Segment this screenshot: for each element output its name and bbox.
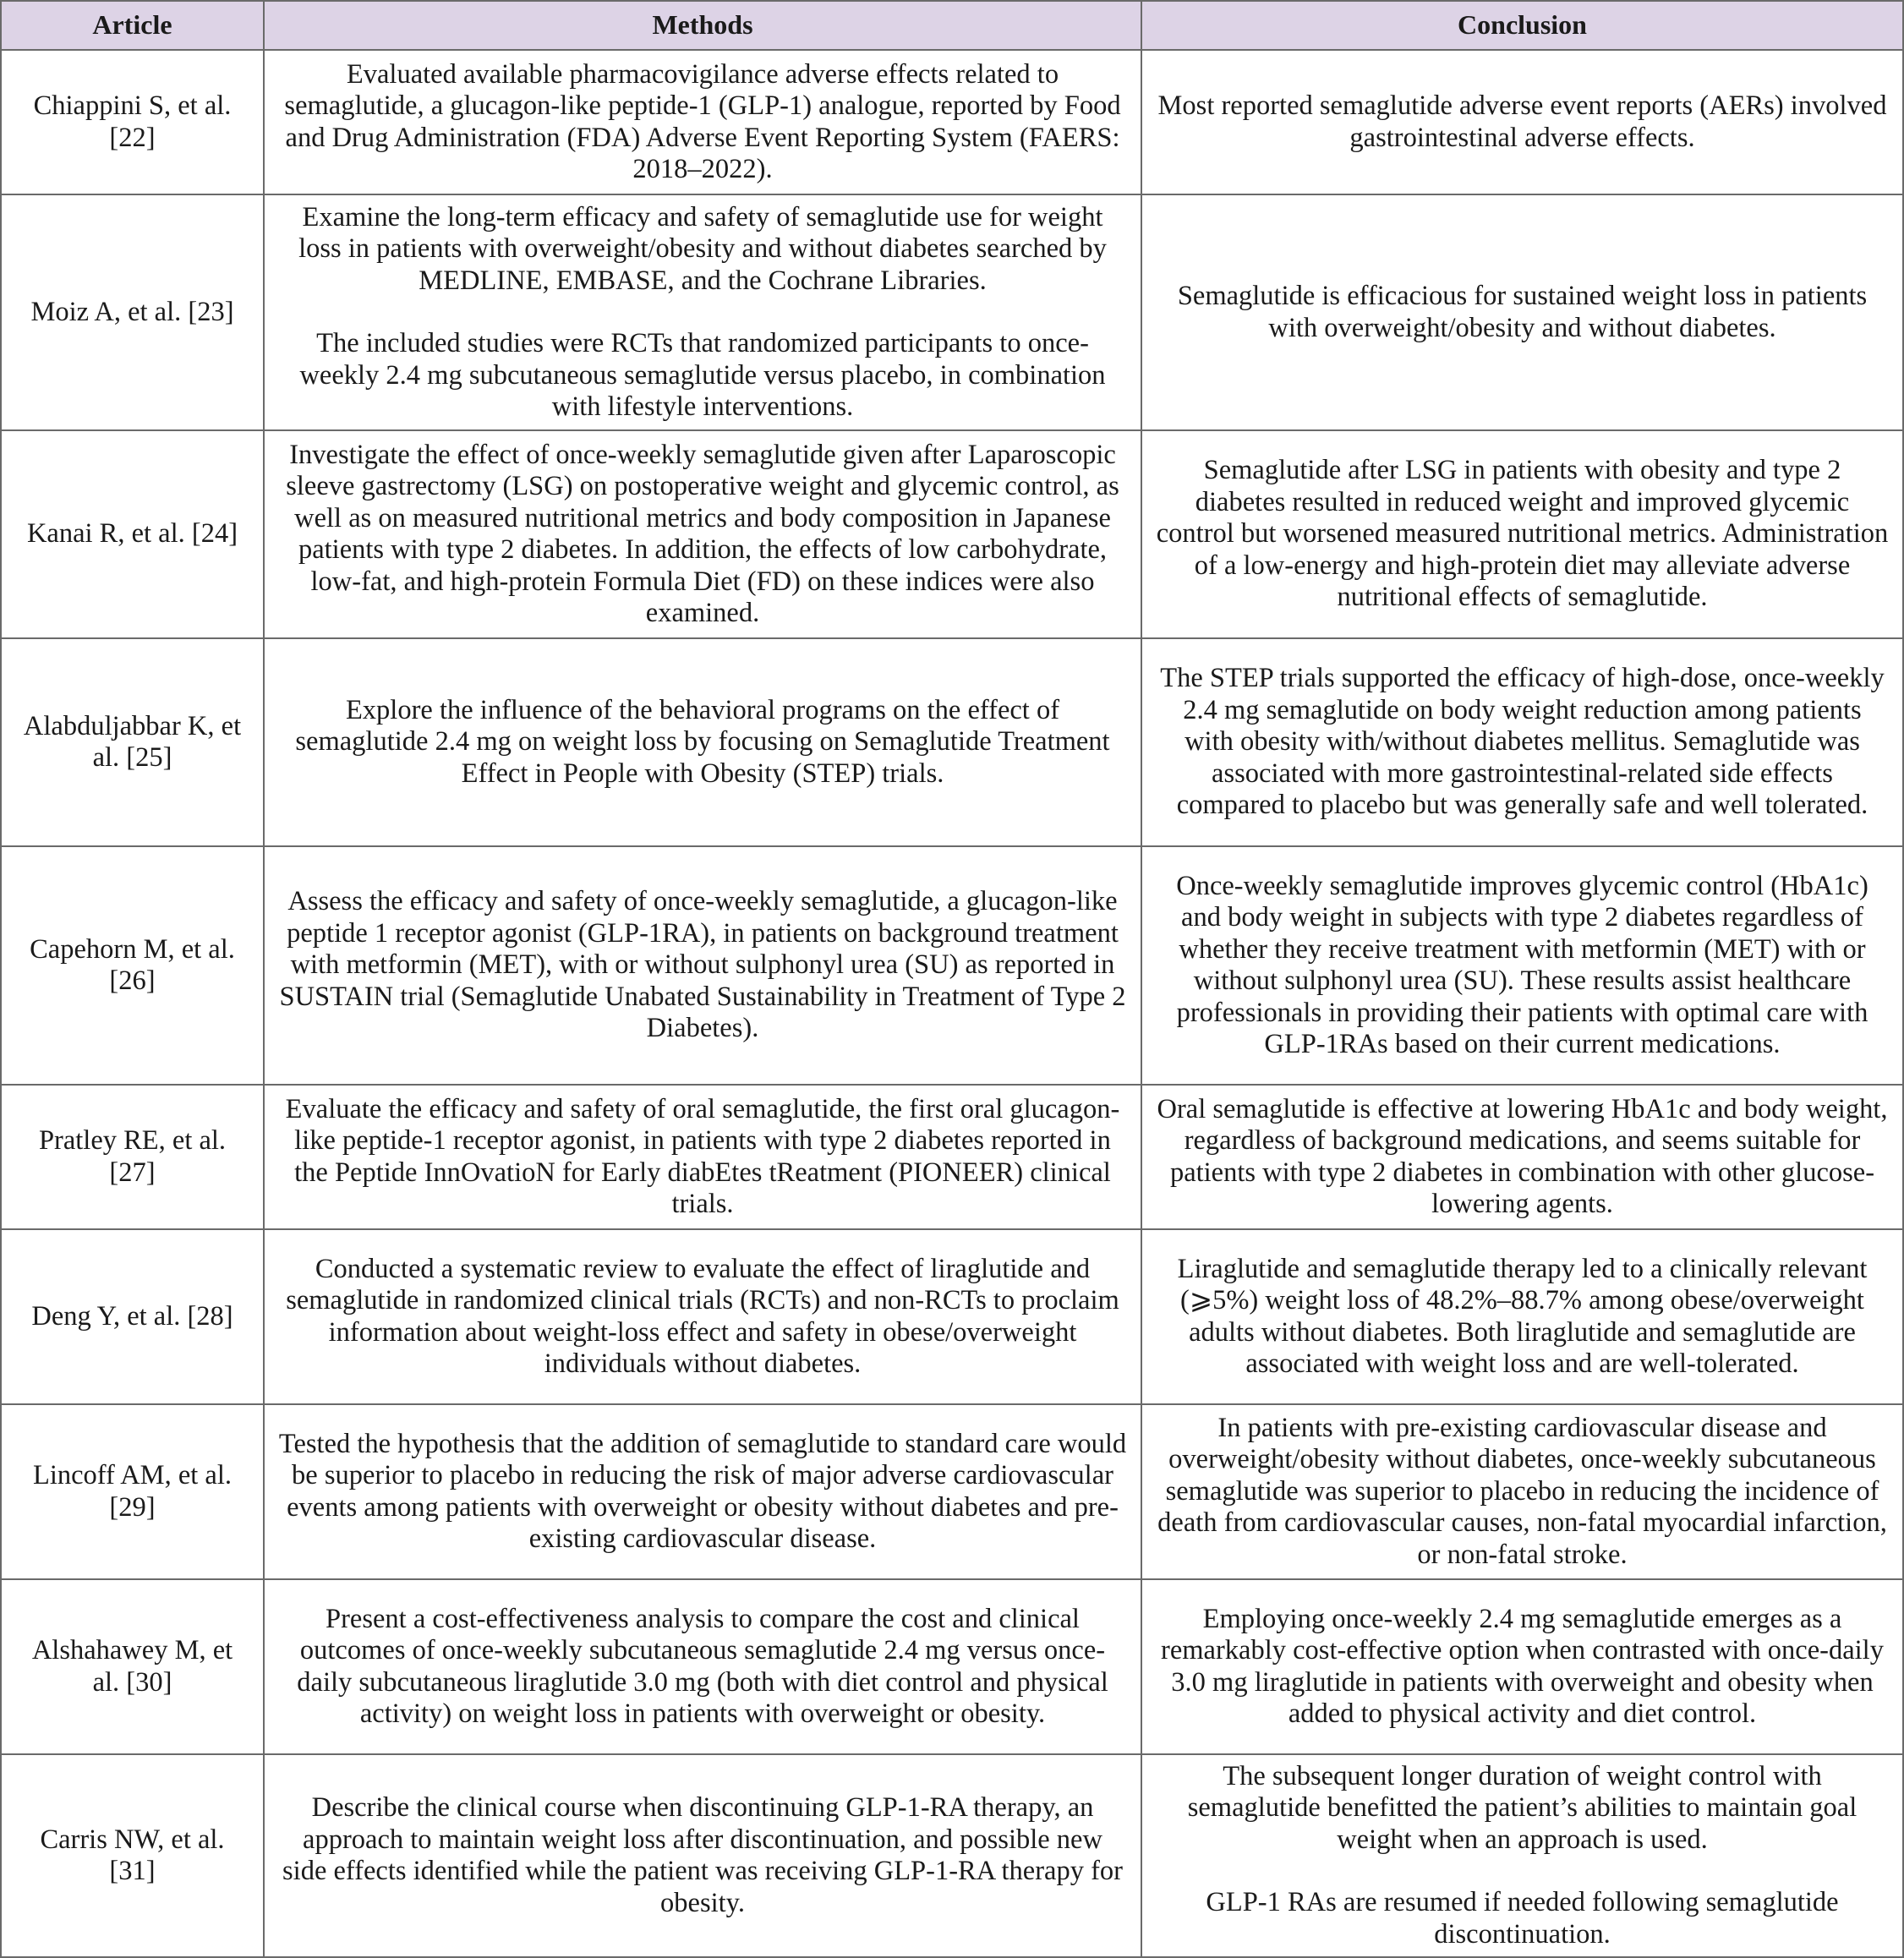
conclusion-paragraph: Liraglutide and semaglutide therapy led to a clinically relevant (⩾5%) weight loss of 48.2%–88.7% among obese/overweight adults without diabetes. Both liraglutide and semaglutide are associated with weight loss and are well-tolerated.	[1177, 1253, 1868, 1379]
table-row	[1, 1754, 1903, 1957]
conclusion-cell	[1141, 1579, 1903, 1754]
table-header	[1, 1, 1903, 50]
methods-paragraph: The included studies were RCTs that randomized participants to once-weekly 2.4 mg subcutaneous semaglutide versus placebo, in combination with lifestyle interventions.	[299, 328, 1106, 422]
conclusion-cell	[1141, 638, 1903, 846]
article-cell: Deng Y, et al. [28]	[1, 1229, 264, 1404]
article-cell: Alshahawey M, et al. [30]	[1, 1579, 264, 1754]
header-conclusion: Conclusion	[1141, 1, 1903, 50]
methods-cell	[264, 194, 1141, 430]
article-cell: Kanai R, et al. [24]	[1, 430, 264, 638]
table-row	[1, 1085, 1903, 1229]
conclusion-cell	[1141, 430, 1903, 638]
methods-cell	[264, 1404, 1141, 1579]
methods-cell	[264, 430, 1141, 638]
article-cell: Carris NW, et al. [31]	[1, 1754, 264, 1957]
conclusion-paragraph: The subsequent longer duration of weight control with semaglutide benefitted the patient’s abilities to maintain goal weight when an approach is used.	[1187, 1760, 1857, 1855]
article-cell: Lincoff AM, et al. [29]	[1, 1404, 264, 1579]
conclusion-paragraph: GLP-1 RAs are resumed if needed following semaglutide discontinuation.	[1206, 1887, 1839, 1950]
article-cell: Chiappini S, et al. [22]	[1, 50, 264, 194]
table-row	[1, 1229, 1903, 1404]
methods-paragraph: Describe the clinical course when discontinuing GLP-1-RA therapy, an approach to maintain weight loss after discontinuation, and possible new side effects identified while the patient was receiving GLP-1-RA therapy for obesity.	[282, 1792, 1123, 1918]
methods-paragraph: Present a cost-effectiveness analysis to compare the cost and clinical outcomes of once-weekly subcutaneous semaglutide 2.4 mg versus once-daily subcutaneous liraglutide 3.0 mg (both with diet control and physical activity) on weight loss in patients with overweight or obesity.	[297, 1603, 1108, 1729]
article-cell: Capehorn M, et al. [26]	[1, 846, 264, 1085]
methods-paragraph: Evaluate the efficacy and safety of oral semaglutide, the first oral glucagon-like peptide-1 receptor agonist, in patients with type 2 diabetes reported in the Peptide InnOvatioN for Early diabEtes tReatment (PIONEER) clinical trials.	[285, 1093, 1120, 1219]
article-cell: Moiz A, et al. [23]	[1, 194, 264, 430]
conclusion-paragraph: Employing once-weekly 2.4 mg semaglutide emerges as a remarkably cost-effective option when contrasted with once-daily 3.0 mg liraglutide in patients with overweight and obesity when added to physical activity and diet control.	[1161, 1603, 1884, 1729]
article-cell: Alabduljabbar K, et al. [25]	[1, 638, 264, 846]
methods-paragraph: Evaluated available pharmacovigilance adverse effects related to semaglutide, a glucagon-like peptide-1 (GLP-1) analogue, reported by Food and Drug Administration (FDA) Adverse Event Reporting System (FAERS: 2018–2022).	[284, 58, 1121, 184]
methods-paragraph: Explore the influence of the behavioral programs on the effect of semaglutide 2.4 mg on weight loss by focusing on Semaglutide Treatment Effect in People with Obesity (STEP) trials.	[295, 694, 1110, 789]
table-body	[1, 50, 1903, 1957]
conclusion-paragraph: The STEP trials supported the efficacy of high-dose, once-weekly 2.4 mg semaglutide on body weight reduction among patients with obesity with/without diabetes mellitus. Semaglutide was associated with more gastrointestinal-related side effects compared to placebo but was generally safe and well tolerated.	[1160, 663, 1885, 821]
header-methods: Methods	[264, 1, 1141, 50]
conclusion-cell	[1141, 1085, 1903, 1229]
header-row	[1, 1, 1903, 50]
conclusion-paragraph: Once-weekly semaglutide improves glycemic control (HbA1c) and body weight in subjects with type 2 diabetes regardless of whether they receive treatment with metformin (MET) with or without sulphonyl urea (SU). These results assist healthcare professionals in providing their patients with optimal care with GLP-1RAs based on their current medications.	[1176, 870, 1868, 1059]
conclusion-cell	[1141, 1404, 1903, 1579]
methods-cell	[264, 1085, 1141, 1229]
conclusion-cell	[1141, 194, 1903, 430]
table-row	[1, 194, 1903, 430]
methods-cell	[264, 1579, 1141, 1754]
methods-cell	[264, 846, 1141, 1085]
methods-cell	[264, 1229, 1141, 1404]
table-row	[1, 50, 1903, 194]
methods-cell	[264, 50, 1141, 194]
header-article: Article	[1, 1, 264, 50]
conclusion-paragraph: Oral semaglutide is effective at lowering HbA1c and body weight, regardless of background medications, and seems suitable for patients with type 2 diabetes in combination with other glucose-lowering agents.	[1157, 1093, 1888, 1219]
conclusion-cell	[1141, 1229, 1903, 1404]
methods-paragraph: Assess the efficacy and safety of once-weekly semaglutide, a glucagon-like peptide 1 receptor agonist (GLP-1RA), in patients on background treatment with metformin (MET), with or without sulphonyl urea (SU) as reported in SUSTAIN trial (Semaglutide Unabated Sustainability in Treatment of Type 2 Diabetes).	[279, 886, 1126, 1044]
conclusion-cell	[1141, 846, 1903, 1085]
conclusion-cell	[1141, 50, 1903, 194]
methods-paragraph: Tested the hypothesis that the addition of semaglutide to standard care would be superior to placebo in reducing the risk of major adverse cardiovascular events among patients with overweight or obesity without diabetes and pre-existing cardiovascular disease.	[278, 1428, 1127, 1554]
conclusion-paragraph: Semaglutide is efficacious for sustained weight loss in patients with overweight/obesity and without diabetes.	[1177, 281, 1868, 343]
methods-cell	[264, 1754, 1141, 1957]
table-row	[1, 638, 1903, 846]
conclusion-cell	[1141, 1754, 1903, 1957]
table-row	[1, 1404, 1903, 1579]
conclusion-paragraph: In patients with pre-existing cardiovascular disease and overweight/obesity without diabetes, once-weekly subcutaneous semaglutide was superior to placebo in reducing the incidence of death from cardiovascular causes, non-fatal myocardial infarction, or non-fatal stroke.	[1157, 1412, 1887, 1570]
methods-cell	[264, 638, 1141, 846]
table-row	[1, 430, 1903, 638]
methods-paragraph: Conducted a systematic review to evaluate the effect of liraglutide and semaglutide in randomized clinical trials (RCTs) and non-RCTs to proclaim information about weight-loss effect and safety in obese/overweight individuals without diabetes.	[286, 1253, 1119, 1379]
conclusion-paragraph: Most reported semaglutide adverse event reports (AERs) involved gastrointestinal adverse effects.	[1157, 90, 1887, 153]
table-row	[1, 1579, 1903, 1754]
methods-paragraph: Examine the long-term efficacy and safety of semaglutide use for weight loss in patients with overweight/obesity and without diabetes searched by MEDLINE, EMBASE, and the Cochrane Libraries.	[298, 201, 1107, 296]
conclusion-paragraph: Semaglutide after LSG in patients with obesity and type 2 diabetes resulted in reduced weight and improved glycemic control but worsened measured nutritional metrics. Administration of a low-energy and high-protein diet may alleviate adverse nutritional effects of semaglutide.	[1156, 455, 1889, 613]
methods-paragraph: Investigate the effect of once-weekly semaglutide given after Laparoscopic sleeve gastrectomy (LSG) on postoperative weight and glycemic control, as well as on measured nutritional metrics and body composition in Japanese patients with type 2 diabetes. In addition, the effects of low carbohydrate, low-fat, and high-protein Formula Diet (FD) on these indices were also examined.	[286, 439, 1119, 628]
table-row	[1, 846, 1903, 1085]
article-cell: Pratley RE, et al. [27]	[1, 1085, 264, 1229]
